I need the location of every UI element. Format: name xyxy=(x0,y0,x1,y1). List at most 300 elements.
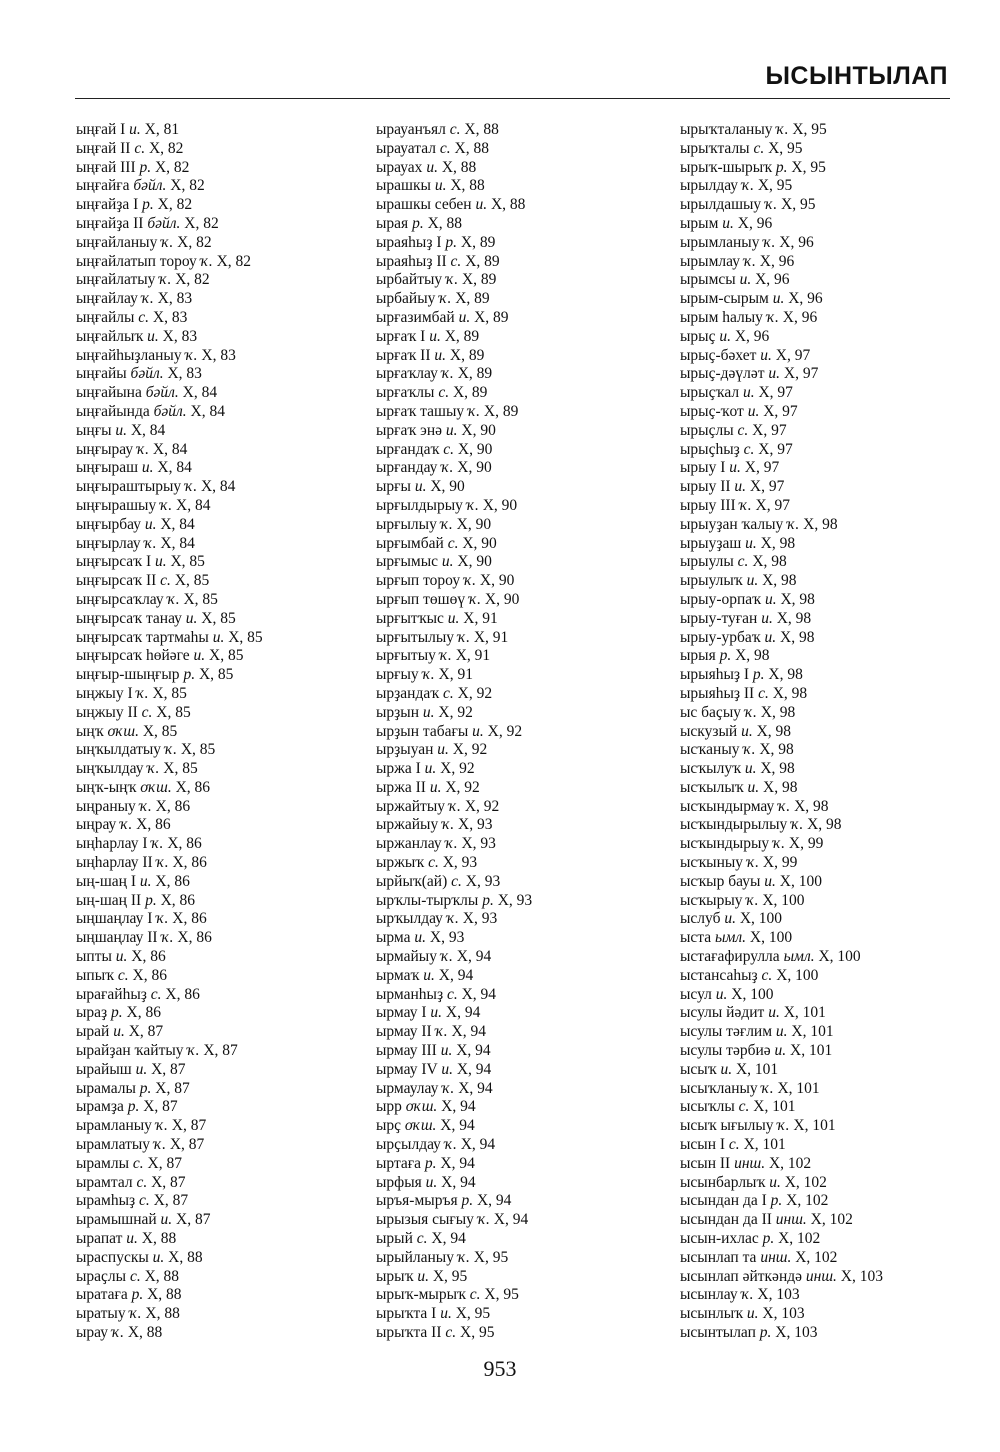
entry-pos: и. xyxy=(715,985,728,1003)
entry-pos: и. xyxy=(440,1305,452,1323)
entry-pos: ҡ. xyxy=(161,233,174,251)
entry-ref: X, 98 xyxy=(772,684,808,702)
entry-pos: и. xyxy=(424,760,437,778)
entry-word: ырыу-урбаҡ xyxy=(680,628,761,646)
index-entry xyxy=(680,835,970,854)
entry-word: ырғаҡлау xyxy=(376,365,438,383)
entry-pos: и. xyxy=(144,515,157,533)
index-entry xyxy=(376,422,676,441)
index-entry xyxy=(76,835,366,854)
entry-pos: и. xyxy=(429,778,442,796)
entry-ref: X, 102 xyxy=(768,1154,812,1172)
entry-word: ырғылыу xyxy=(376,515,437,533)
entry-pos: оҡш. xyxy=(405,1098,438,1116)
entry-ref: X, 87 xyxy=(143,1098,178,1116)
entry-word: ырмау II xyxy=(376,1023,432,1041)
entry-ref: X, 94 xyxy=(441,1173,476,1191)
index-entry xyxy=(76,1305,366,1324)
entry-word: ыңһарлау I xyxy=(76,835,148,853)
entry-ref: X, 86 xyxy=(172,854,207,872)
entry-ref: X, 94 xyxy=(476,1192,512,1210)
entry-pos: ҡ. xyxy=(144,534,157,552)
index-entry xyxy=(376,1305,676,1324)
entry-ref: X, 90 xyxy=(457,440,493,458)
entry-ref: X, 98 xyxy=(794,797,829,815)
entry-word: ысынтылап xyxy=(680,1324,756,1341)
entry-ref: X, 86 xyxy=(160,891,196,909)
entry-ref: X, 86 xyxy=(165,985,200,1003)
index-entry xyxy=(376,1098,676,1117)
entry-pos: инш. xyxy=(805,1267,837,1285)
entry-pos: и. xyxy=(764,590,777,608)
index-entry xyxy=(76,196,366,215)
entry-ref: X, 98 xyxy=(760,760,795,778)
entry-word: ыңғы xyxy=(76,421,112,439)
index-entry xyxy=(376,873,676,892)
entry-ref: X, 84 xyxy=(160,534,195,552)
entry-word: ыңғайға xyxy=(76,177,130,195)
entry-word: ысҡылуҡ xyxy=(680,760,741,778)
index-entry xyxy=(76,347,366,366)
entry-word: ыңғайында xyxy=(76,402,150,420)
entry-pos: с. xyxy=(139,1192,150,1210)
entry-word: ырамһыҙ xyxy=(76,1192,136,1210)
entry-word: ырҙын xyxy=(376,703,419,721)
entry-word: ырамтал xyxy=(76,1173,133,1191)
index-entry xyxy=(680,572,970,591)
entry-pos: ҡ. xyxy=(167,590,180,608)
index-entry xyxy=(680,986,970,1005)
entry-word: ыпыҡ xyxy=(76,966,115,984)
index-entry xyxy=(376,1042,676,1061)
entry-pos: и. xyxy=(425,1173,438,1191)
entry-pos: с. xyxy=(447,534,459,552)
entry-pos: ҡ. xyxy=(153,1136,166,1154)
entry-word: ырғытылыу xyxy=(376,628,455,646)
entry-ref: X, 82 xyxy=(154,158,190,176)
entry-word: ысҡылыҡ xyxy=(680,778,744,796)
index-entry xyxy=(680,159,970,178)
entry-ref: X, 103 xyxy=(840,1267,883,1285)
index-entry xyxy=(76,572,366,591)
index-entry xyxy=(376,384,676,403)
entry-pos: ҡ. xyxy=(136,440,150,458)
index-entry xyxy=(376,1023,676,1042)
entry-pos: р. xyxy=(131,1286,144,1304)
index-entry xyxy=(376,140,676,159)
index-entry xyxy=(76,741,366,760)
entry-ref: X, 90 xyxy=(456,515,492,533)
index-entry xyxy=(76,1042,366,1061)
entry-pos: ҡ. xyxy=(446,910,459,928)
index-entry xyxy=(376,497,676,516)
entry-ref: X, 82 xyxy=(175,271,210,289)
entry-ref: X, 85 xyxy=(180,741,216,759)
entry-pos: ҡ. xyxy=(744,703,757,721)
entry-ref: X, 86 xyxy=(136,816,171,834)
entry-pos: и. xyxy=(760,346,772,364)
entry-pos: ҡ. xyxy=(185,346,198,364)
entry-pos: с. xyxy=(117,966,129,984)
entry-word: ысҡаныу xyxy=(680,741,740,759)
entry-pos: бәйл. xyxy=(145,384,179,402)
entry-pos: с. xyxy=(438,384,450,402)
entry-ref: X, 94 xyxy=(456,1042,491,1060)
entry-word: ыңғайҙа I xyxy=(76,196,139,214)
index-entry xyxy=(76,403,366,422)
entry-word: ыңжыу I xyxy=(76,684,133,702)
entry-word: ырапат xyxy=(76,1230,123,1248)
index-entry xyxy=(680,610,970,629)
entry-word: ыңғайлатып тороу xyxy=(76,252,197,270)
index-entry xyxy=(76,591,366,610)
index-entry xyxy=(680,535,970,554)
entry-ref: X, 85 xyxy=(209,647,244,665)
index-entry xyxy=(376,1004,676,1023)
entry-word: ысынлап та xyxy=(680,1248,757,1266)
entry-ref: X, 83 xyxy=(162,327,198,345)
entry-ref: X, 88 xyxy=(168,1248,203,1266)
entry-word: ырғытыу xyxy=(376,647,436,665)
entry-pos: и. xyxy=(445,421,458,439)
entry-ref: X, 90 xyxy=(482,496,518,514)
entry-word: ырғымбай xyxy=(376,534,444,552)
entry-word: ысҡындырыу xyxy=(680,835,770,853)
index-entry xyxy=(680,685,970,704)
entry-ref: X, 95 xyxy=(473,1248,509,1266)
entry-ref: X, 82 xyxy=(157,196,193,214)
index-entry xyxy=(376,1136,676,1155)
entry-word: ысындан да II xyxy=(680,1211,772,1229)
entry-ref: X, 87 xyxy=(151,1060,186,1078)
entry-word: ырыҫ-ҡот xyxy=(680,402,744,420)
entry-word: ырыҫһыҙ xyxy=(680,440,740,458)
entry-pos: и. xyxy=(775,1023,788,1041)
entry-ref: X, 101 xyxy=(735,1060,779,1078)
index-entry xyxy=(76,910,366,929)
entry-ref: X, 98 xyxy=(763,778,798,796)
entry-pos: ҡ. xyxy=(442,816,455,834)
entry-pos: р. xyxy=(770,1192,783,1210)
index-entry xyxy=(376,403,676,422)
entry-pos: ҡ. xyxy=(159,271,172,289)
entry-ref: X, 100 xyxy=(779,872,822,890)
entry-word: ыңҡылдатыу xyxy=(76,741,162,759)
entry-ref: X, 98 xyxy=(780,628,815,646)
entry-ref: X, 100 xyxy=(739,910,783,928)
entry-ref: X, 88 xyxy=(127,1324,163,1341)
entry-ref: X, 101 xyxy=(753,1098,796,1116)
index-entry xyxy=(76,1286,366,1305)
entry-ref: X, 95 xyxy=(455,1305,491,1323)
index-entry xyxy=(376,591,676,610)
index-entry xyxy=(76,309,366,328)
entry-ref: X, 95 xyxy=(484,1286,519,1304)
entry-word: ырҙыуан xyxy=(376,741,434,759)
entry-word: ырғып тороу xyxy=(376,572,461,590)
entry-word: ыраҙ xyxy=(76,1004,108,1022)
entry-word: ыңғайына xyxy=(76,384,142,402)
index-entry xyxy=(680,1192,970,1211)
entry-word: ысын I xyxy=(680,1136,726,1154)
entry-pos: ҡ. xyxy=(466,496,479,514)
index-entry xyxy=(376,441,676,460)
entry-word: ырыҡ-мырыҡ xyxy=(376,1286,466,1304)
entry-word: ырамышнай xyxy=(76,1211,157,1229)
index-entry xyxy=(680,1249,970,1268)
entry-ref: X, 83 xyxy=(152,308,188,326)
entry-word: ырым һалыу xyxy=(680,308,763,326)
entry-word: ырауатал xyxy=(376,139,436,157)
index-entry xyxy=(680,478,970,497)
entry-ref: X, 94 xyxy=(456,1060,492,1078)
entry-ref: X, 100 xyxy=(731,985,774,1003)
index-entry xyxy=(76,647,366,666)
entry-ref: X, 85 xyxy=(163,760,198,778)
entry-ref: X, 82 xyxy=(216,252,252,270)
entry-pos: с. xyxy=(416,1230,428,1248)
page-number: 953 xyxy=(483,1356,517,1381)
index-entry xyxy=(376,328,676,347)
entry-word: ырғандаҡ xyxy=(376,440,440,458)
index-entry xyxy=(76,365,366,384)
entry-word: ыржайтыу xyxy=(376,797,445,815)
index-entry xyxy=(376,553,676,572)
entry-ref: X, 92 xyxy=(464,797,500,815)
entry-ref: X, 95 xyxy=(460,1324,495,1341)
entry-pos: и. xyxy=(734,478,747,496)
entry-word: ыраяһыҙ I xyxy=(376,233,442,251)
entry-word: ырыу-орпаҡ xyxy=(680,590,762,608)
index-entry xyxy=(76,516,366,535)
index-entry xyxy=(76,1098,366,1117)
entry-pos: и. xyxy=(747,778,760,796)
entry-ref: X, 89 xyxy=(444,327,480,345)
entry-word: ырая xyxy=(376,214,409,232)
entry-ref: X, 97 xyxy=(758,440,793,458)
index-entry xyxy=(76,553,366,572)
entry-pos: р. xyxy=(145,891,157,909)
index-entry xyxy=(76,1192,366,1211)
entry-word: ырай xyxy=(76,1023,110,1041)
entry-ref: X, 97 xyxy=(763,402,798,420)
entry-pos: ҡ. xyxy=(441,459,454,477)
entry-pos: ҡ. xyxy=(467,402,481,420)
entry-ref: X, 94 xyxy=(458,1079,493,1097)
entry-ref: X, 86 xyxy=(167,835,202,853)
entry-pos: ҡ. xyxy=(156,910,169,928)
index-entry xyxy=(376,647,676,666)
index-entry xyxy=(680,177,970,196)
index-column-3 xyxy=(680,121,970,1343)
entry-word: ырыулыҡ xyxy=(680,572,743,590)
index-entry xyxy=(376,459,676,478)
entry-pos: и. xyxy=(154,553,167,571)
entry-pos: и. xyxy=(739,271,752,289)
index-entry xyxy=(680,253,970,272)
index-entry xyxy=(376,779,676,798)
index-entry xyxy=(76,666,366,685)
entry-ref: X, 84 xyxy=(130,421,166,439)
index-entry xyxy=(76,760,366,779)
entry-pos: с. xyxy=(753,139,765,157)
entry-word: ырамлы xyxy=(76,1154,130,1172)
entry-pos: и. xyxy=(768,1004,780,1022)
entry-word: ыскузый xyxy=(680,722,738,740)
entry-pos: и. xyxy=(185,609,198,627)
entry-pos: ҡ. xyxy=(448,797,461,815)
entry-word: ырмаҡ xyxy=(376,966,420,984)
index-entry xyxy=(76,1061,366,1080)
index-entry xyxy=(680,1230,970,1249)
entry-pos: ҡ. xyxy=(155,1117,168,1135)
entry-ref: X, 97 xyxy=(755,496,790,514)
entry-ref: X, 100 xyxy=(749,929,793,947)
entry-ref: X, 103 xyxy=(775,1324,818,1341)
entry-word: ысынбарлыҡ xyxy=(680,1173,766,1191)
index-entry xyxy=(76,253,366,272)
index-entry xyxy=(76,704,366,723)
entry-pos: бәйл. xyxy=(130,365,164,383)
entry-pos: и. xyxy=(437,741,449,759)
entry-word: ыңғайһыҙланыу xyxy=(76,346,182,364)
entry-pos: и. xyxy=(441,553,454,571)
entry-word: ыржайыу xyxy=(376,816,439,834)
entry-pos: р. xyxy=(775,158,788,176)
entry-ref: X, 97 xyxy=(749,478,785,496)
entry-pos: ҡ. xyxy=(139,797,152,815)
entry-ref: X, 84 xyxy=(157,459,192,477)
entry-pos: р. xyxy=(719,647,732,665)
index-entry xyxy=(76,535,366,554)
entry-pos: ҡ. xyxy=(439,647,452,665)
entry-pos: ҡ. xyxy=(743,741,756,759)
entry-pos: с. xyxy=(737,421,749,439)
entry-ref: X, 82 xyxy=(170,177,205,195)
entry-pos: и. xyxy=(129,121,141,138)
entry-ref: X, 102 xyxy=(786,1192,829,1210)
entry-ref: X, 96 xyxy=(755,271,790,289)
entry-pos: и. xyxy=(152,1248,165,1266)
entry-word: ыңғайланыу xyxy=(76,233,158,251)
entry-ref: X, 87 xyxy=(153,1192,189,1210)
entry-ref: X, 90 xyxy=(462,534,497,552)
index-entry xyxy=(680,591,970,610)
index-entry xyxy=(680,140,970,159)
entry-pos: ҡ. xyxy=(787,515,800,533)
entry-pos: и. xyxy=(764,872,776,890)
entry-word: ырыҫ-бәхет xyxy=(680,346,757,364)
entry-ref: X, 98 xyxy=(759,741,794,759)
entry-ref: X, 88 xyxy=(144,1267,180,1285)
entry-ref: X, 96 xyxy=(788,290,823,308)
entry-ref: X, 98 xyxy=(807,816,842,834)
index-entry xyxy=(76,685,366,704)
entry-pos: ҡ. xyxy=(200,252,213,270)
entry-word: ырыҫлы xyxy=(680,421,734,439)
entry-ref: X, 86 xyxy=(175,778,211,796)
entry-ref: X, 99 xyxy=(788,835,824,853)
entry-ref: X, 83 xyxy=(167,365,202,383)
entry-ref: X, 92 xyxy=(440,760,475,778)
entry-word: ысыҡлы xyxy=(680,1098,735,1116)
entry-word: ыңрау xyxy=(76,816,117,834)
entry-word: ырманһыҙ xyxy=(376,985,444,1003)
entry-word: ыңғырсаҡлау xyxy=(76,590,164,608)
entry-word: ыпты xyxy=(76,948,112,966)
index-entry xyxy=(680,629,970,648)
entry-ref: X, 93 xyxy=(462,910,498,928)
entry-word: ырбайыу xyxy=(376,290,436,308)
entry-pos: ҡ. xyxy=(763,233,776,251)
index-entry xyxy=(376,704,676,723)
index-entry xyxy=(680,1305,970,1324)
entry-pos: и. xyxy=(160,1211,173,1229)
entry-ref: X, 85 xyxy=(156,703,191,721)
entry-ref: X, 89 xyxy=(457,365,493,383)
entry-word: ысынлап әйткәндә xyxy=(680,1267,803,1285)
index-entry xyxy=(376,629,676,648)
entry-pos: ҡ. xyxy=(746,891,759,909)
entry-word: ыңҡ-ыңҡ xyxy=(76,778,137,796)
entry-ref: X, 84 xyxy=(160,515,195,533)
entry-ref: X, 91 xyxy=(463,609,498,627)
entry-ref: X, 100 xyxy=(762,891,805,909)
entry-ref: X, 99 xyxy=(762,854,798,872)
index-entry xyxy=(76,873,366,892)
entry-word: ырый xyxy=(376,1230,413,1248)
entry-pos: и. xyxy=(742,384,755,402)
entry-pos: ҡ. xyxy=(439,290,452,308)
entry-pos: ҡ. xyxy=(468,590,482,608)
index-entry xyxy=(76,1155,366,1174)
entry-word: ырыҡта II xyxy=(376,1324,442,1341)
index-entry xyxy=(376,929,676,948)
entry-pos: ҡ. xyxy=(445,835,458,853)
entry-word: ырауах xyxy=(376,158,423,176)
entry-word: ырыҡ-шырыҡ xyxy=(680,158,773,176)
index-entry xyxy=(680,666,970,685)
entry-word: ырғып төшөү xyxy=(376,590,466,608)
entry-ref: X, 90 xyxy=(457,553,492,571)
entry-word: ырылдау xyxy=(680,177,739,195)
entry-pos: с. xyxy=(141,703,153,721)
index-entry xyxy=(376,271,676,290)
index-entry xyxy=(76,986,366,1005)
index-entry xyxy=(76,497,366,516)
index-entry xyxy=(76,610,366,629)
entry-word: ырамалы xyxy=(76,1079,136,1097)
index-entry xyxy=(76,1174,366,1193)
entry-pos: ҡ. xyxy=(477,1211,490,1229)
entry-ref: X, 84 xyxy=(182,384,218,402)
index-entry xyxy=(376,666,676,685)
entry-ref: X, 102 xyxy=(795,1248,838,1266)
entry-pos: с. xyxy=(761,966,773,984)
index-entry xyxy=(376,516,676,535)
entry-word: ырыу III xyxy=(680,496,736,514)
entry-ref: X, 94 xyxy=(438,966,474,984)
entry-pos: ҡ. xyxy=(446,271,459,289)
entry-pos: и. xyxy=(417,1267,429,1285)
entry-pos: ҡ. xyxy=(442,1079,455,1097)
entry-word: ыста xyxy=(680,929,712,947)
entry-pos: оҡш. xyxy=(404,1117,437,1135)
entry-word: ырылдашыу xyxy=(680,196,762,214)
entry-pos: и. xyxy=(434,177,447,195)
entry-ref: X, 86 xyxy=(131,948,166,966)
entry-ref: X, 98 xyxy=(803,515,838,533)
